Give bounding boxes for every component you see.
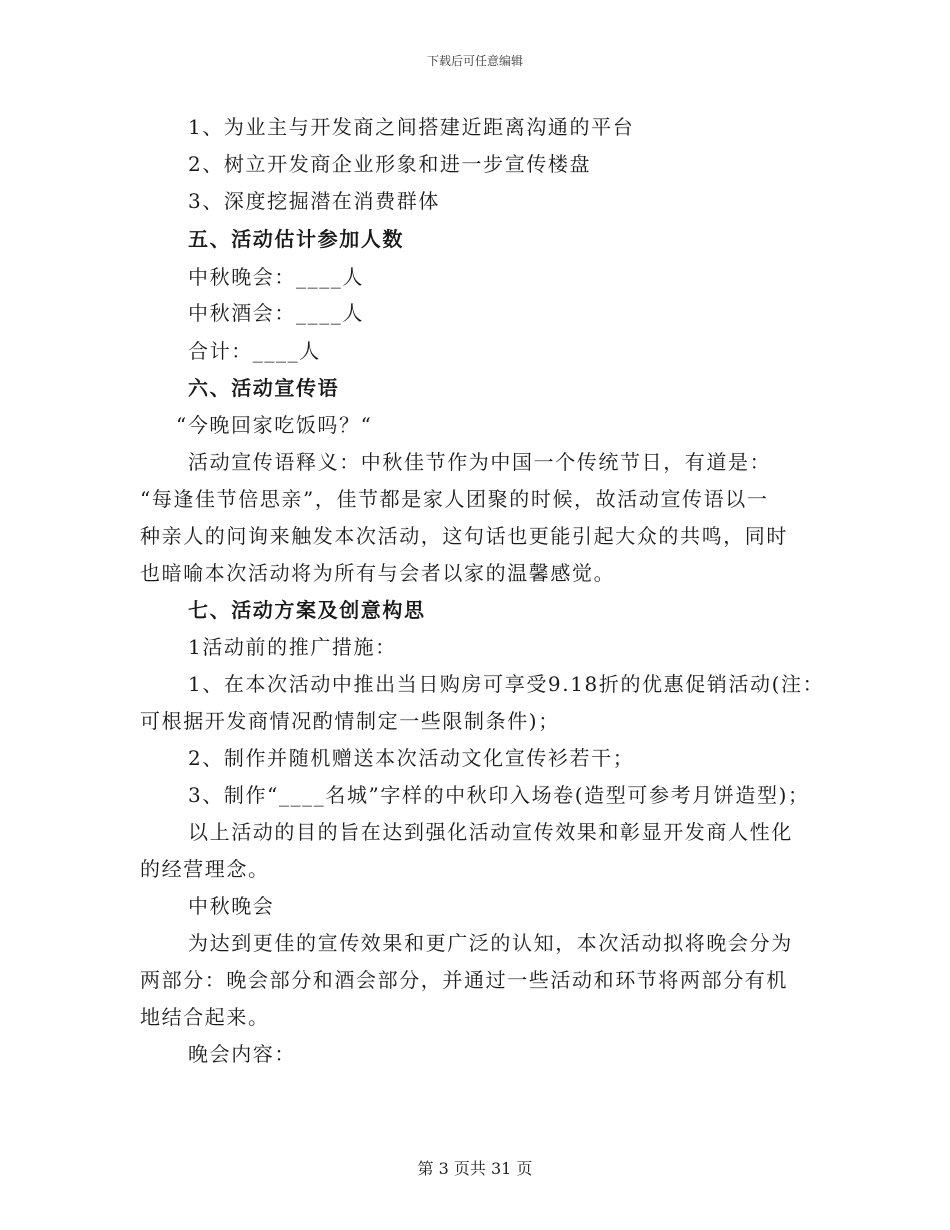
paragraph-line: 的经营理念。 [140, 857, 270, 881]
slogan-line: “今晚回家吃饭吗？“ [176, 413, 373, 437]
paragraph-line: 种亲人的问询来触发本次活动，这句话也更能引起大众的共鸣，同时 [140, 524, 788, 548]
paragraph-line: 以上活动的目的旨在达到强化活动宣传效果和彰显开发商人性化 [188, 820, 793, 844]
list-item: 1、在本次活动中推出当日购房可享受9.18折的优惠促销活动(注： [188, 672, 825, 696]
paragraph-line: 为达到更佳的宣传效果和更广泛的认知，本次活动拟将晚会分为 [188, 931, 793, 955]
page-header: 下载后可任意编辑 [426, 54, 523, 68]
section-heading: 七、活动方案及创意构思 [188, 598, 426, 622]
section-heading: 五、活动估计参加人数 [188, 227, 404, 251]
list-item: 2、制作并随机赠送本次活动文化宣传衫若干； [188, 746, 635, 770]
section-heading: 六、活动宣传语 [188, 376, 340, 400]
paragraph-line: 活动宣传语释义：中秋佳节作为中国一个传统节日，有道是： [188, 450, 772, 474]
paragraph-line: 可根据开发商情况酌情制定一些限制条件)； [140, 709, 560, 733]
paragraph-line: 中秋晚会：____人 [188, 265, 364, 289]
list-item: 2、树立开发商企业形象和进一步宣传楼盘 [188, 152, 592, 176]
list-item: 3、深度挖掘潜在消费群体 [188, 189, 440, 213]
list-item: 3、制作“____名城”字样的中秋印入场卷(造型可参考月饼造型)； [188, 783, 810, 807]
page-footer: 第 3 页共 31 页 [417, 1159, 533, 1178]
paragraph-line: 两部分：晚会部分和酒会部分，并通过一些活动和环节将两部分有机 [140, 968, 788, 992]
paragraph-line: 合计：____人 [188, 339, 321, 363]
paragraph-line: 中秋酒会：____人 [188, 301, 364, 325]
paragraph-line: 地结合起来。 [140, 1005, 270, 1029]
paragraph-line: “每逢佳节倍思亲”，佳节都是家人团聚的时候，故活动宣传语以一 [140, 487, 769, 511]
paragraph-line: 也暗喻本次活动将为所有与会者以家的温馨感觉。 [140, 561, 616, 585]
subheading: 中秋晚会 [188, 894, 275, 918]
paragraph-line: 晚会内容： [188, 1042, 296, 1066]
list-item: 1、为业主与开发商之间搭建近距离沟通的平台 [188, 115, 635, 139]
paragraph-line: 1活动前的推广措施： [188, 635, 397, 659]
